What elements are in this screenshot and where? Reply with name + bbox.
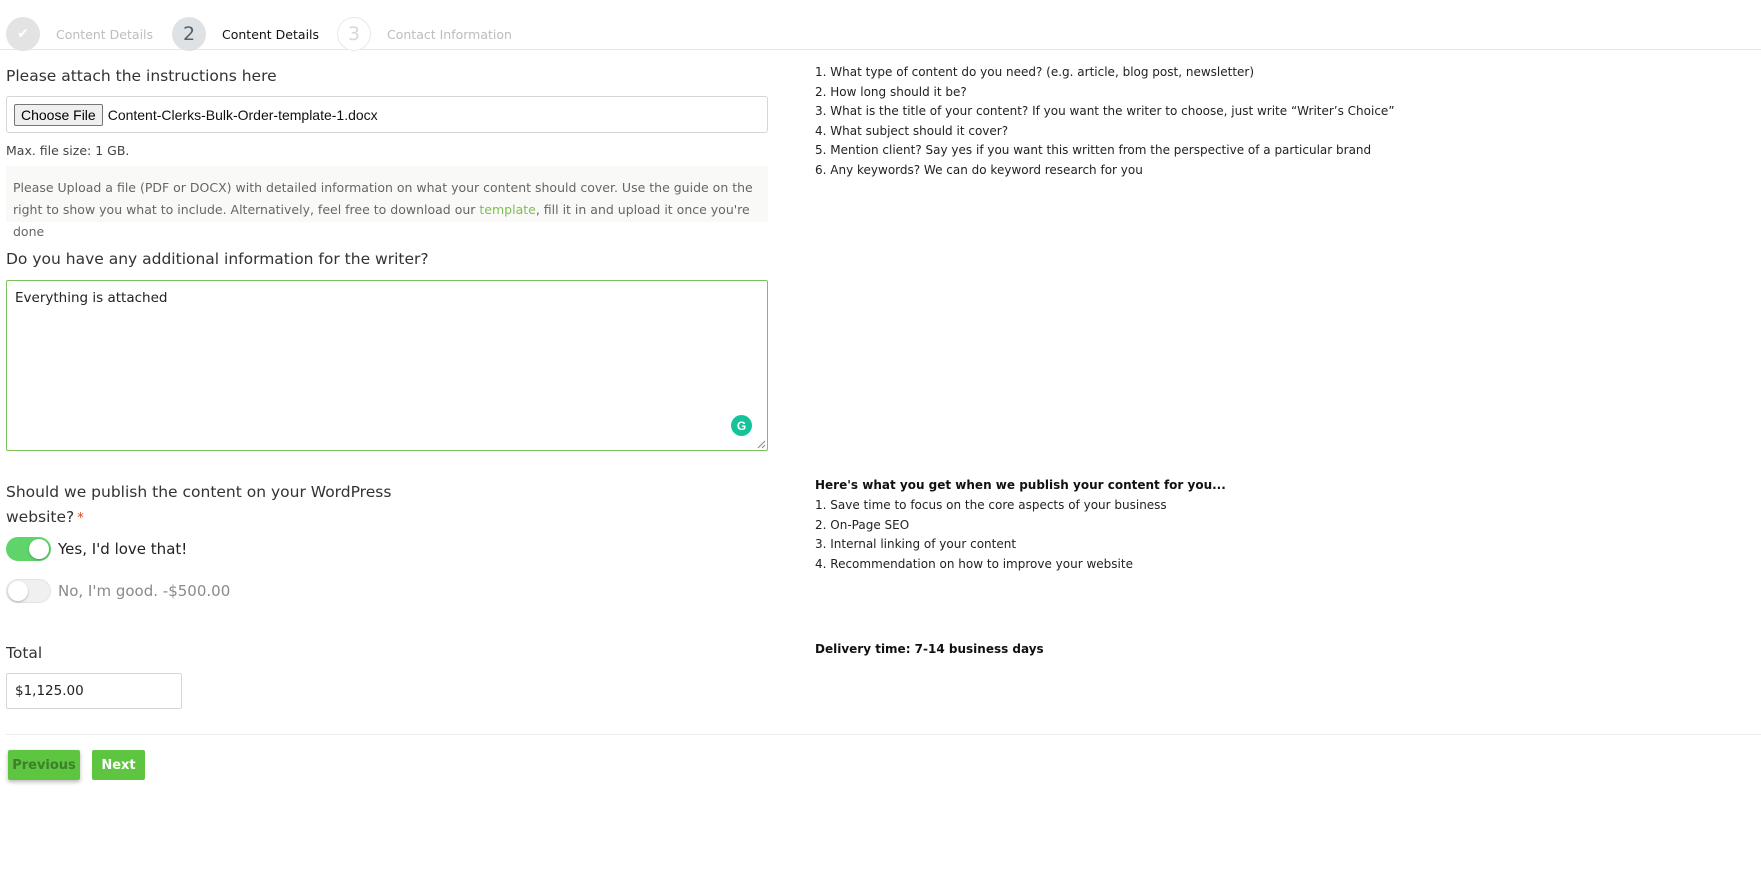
guide-item: 1. What type of content do you need? (e.g. article, blog post, newsletter) [815,65,1255,79]
guide-item: 5. Mention client? Say yes if you want this written from the perspective of a particular brand [815,143,1372,158]
guide-item: 2. How long should it be? [815,84,967,99]
upload-help-text [6,166,768,239]
choose-file-button[interactable]: Choose File [14,104,103,126]
publish-benefits-title: Here's what you get when we publish your content for you... [815,478,1226,492]
guide-item: 3. What is the title of your content? If you want the writer to choose, just write “Writer’s Choice” [815,104,1395,119]
content-guide-list [815,63,1395,181]
instructions-label: Please attach the instructions here [6,67,277,85]
step-3-number: 3 [337,17,371,51]
benefit-item: 2. On-Page SEO [815,517,910,532]
toggle-switch-off[interactable] [6,579,51,603]
resize-handle-icon[interactable] [757,440,766,449]
step-2-number: 2 [172,17,206,51]
total-label: Total [6,644,43,662]
additional-info-textarea[interactable] [6,280,768,451]
required-marker: * [77,511,84,526]
benefit-item: 1. Save time to focus on the core aspects of your business [815,498,1167,512]
publish-option-yes-label: Yes, I'd love that! [58,540,188,558]
step-2-label: Content Details [222,26,320,42]
publish-question-label [6,480,391,531]
publish-option-yes[interactable] [6,537,187,561]
publish-benefits-list [815,496,1167,574]
toggle-switch-on[interactable] [6,537,51,561]
help-text-end: , fill it in and upload it once you're done [13,202,750,239]
publish-question-line2: website? [6,508,75,526]
step-2[interactable] [172,17,319,51]
guide-item: 6. Any keywords? We can do keyword research for you [815,162,1143,177]
help-text-start: Please Upload a file (PDF or DOCX) with detailed information on what your content should cover. Use the guide on the right to show you what to include. Alternatively, feel free to download our [13,180,753,217]
publish-question-line1: Should we publish the content on your WordPress [6,483,392,501]
delivery-time: Delivery time: 7-14 business days [815,642,1044,656]
next-button[interactable]: Next [92,750,145,780]
step-3[interactable] [337,17,512,51]
step-1[interactable] [6,17,153,51]
checkmark-icon: ✔ [6,17,40,51]
step-progress-bar [0,0,1761,50]
guide-item: 4. What subject should it cover? [815,123,1009,138]
step-1-label: Content Details [56,26,154,42]
additional-info-label: Do you have any additional information for the writer? [6,250,429,268]
toggle-knob [8,581,28,601]
publish-option-no-label: No, I'm good. -$500.00 [58,582,231,600]
total-field: $1,125.00 [6,673,182,709]
previous-button[interactable]: Previous [8,750,80,780]
grammarly-icon[interactable]: G [731,415,752,436]
footer-divider [6,734,1761,735]
max-file-size-note: Max. file size: 1 GB. [6,143,130,158]
step-3-label: Contact Information [387,26,512,42]
benefit-item: 3. Internal linking of your content [815,537,1017,552]
toggle-knob [29,539,49,559]
publish-option-no[interactable] [6,579,230,603]
selected-file-name: Content-Clerks-Bulk-Order-template-1.docx [107,106,378,123]
file-upload-field[interactable] [6,96,768,133]
benefit-item: 4. Recommendation on how to improve your website [815,556,1133,571]
template-link[interactable]: template [479,202,536,217]
